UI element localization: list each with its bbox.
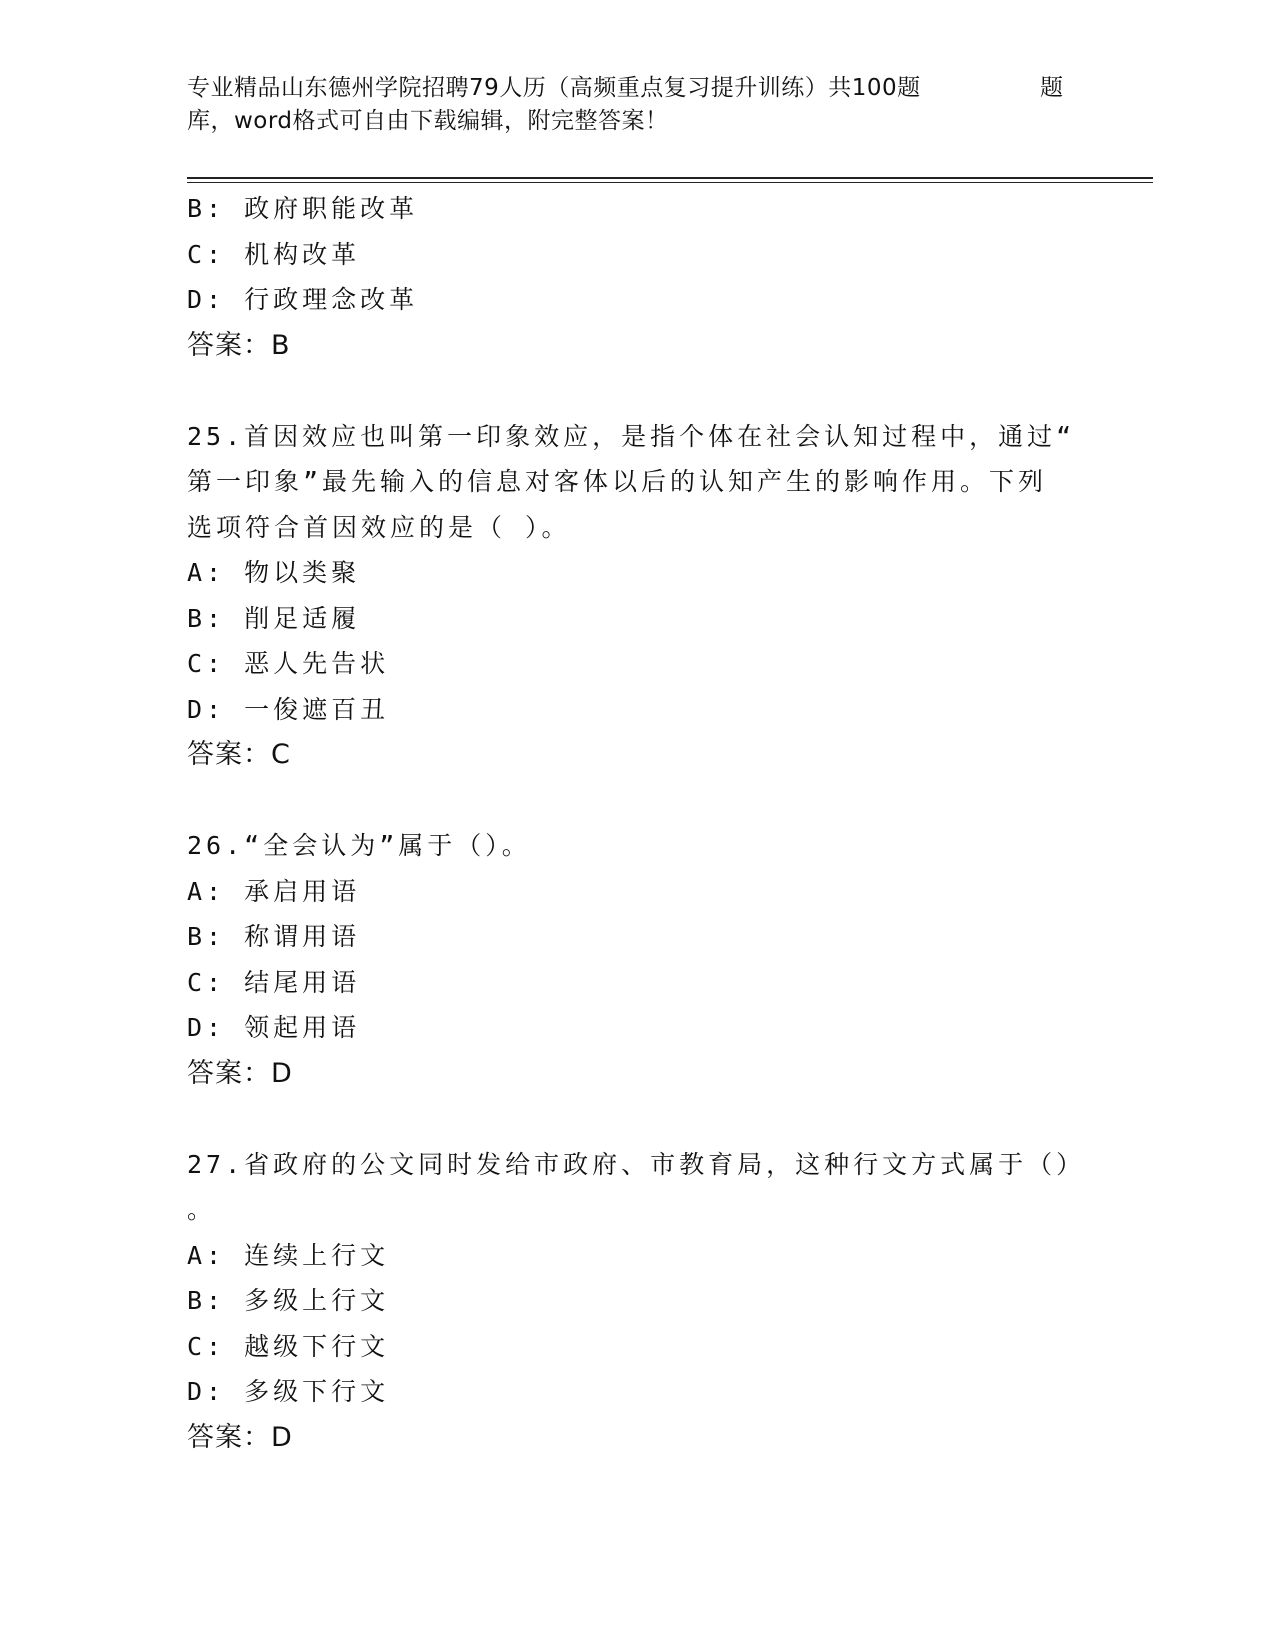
question-spacer	[187, 368, 1087, 414]
question-stem-line: 第一印象”最先输入的信息对客体以后的认知产生的影响作用。下列	[187, 467, 1048, 496]
option-c: C: 恶人先告状	[187, 649, 390, 678]
header-title-tail: 题	[1040, 75, 1063, 101]
option-d: D: 一俊遮百丑	[187, 694, 390, 724]
page-header	[187, 72, 1087, 138]
option-b: B: 削足适履	[187, 603, 361, 633]
question-stem-line: 25.首因效应也叫第一印象效应，是指个体在社会认知过程中，通过“	[187, 421, 1076, 451]
header-divider-thin	[187, 182, 1153, 183]
option-d: D: 领起用语	[187, 1013, 361, 1042]
option-b: B: 政府职能改革	[187, 194, 419, 223]
question-26	[187, 823, 1087, 1096]
question-spacer	[187, 1096, 1087, 1142]
option-c: C: 越级下行文	[187, 1331, 390, 1361]
answer-line: 答案：B	[187, 329, 291, 361]
header-divider-thick	[187, 177, 1153, 179]
option-a: A: 连续上行文	[187, 1240, 390, 1270]
option-d: D: 行政理念改革	[187, 285, 419, 314]
question-25	[187, 414, 1087, 778]
question-stem-line: 26.“全会认为”属于（）。	[187, 831, 531, 860]
question-stem-line: 选项符合首因效应的是（ ）。	[187, 512, 571, 542]
question-24-tail	[187, 186, 1087, 368]
answer-line: 答案：D	[187, 1421, 293, 1453]
question-stem-line: 27.省政府的公文同时发给市政府、市教育局，这种行文方式属于（）	[187, 1149, 1086, 1179]
answer-line: 答案：D	[187, 1057, 293, 1089]
option-c: C: 机构改革	[187, 239, 361, 269]
question-27	[187, 1142, 1087, 1461]
question-content	[187, 186, 1087, 1460]
option-a: A: 物以类聚	[187, 558, 361, 587]
option-b: B: 多级上行文	[187, 1286, 390, 1315]
option-c: C: 结尾用语	[187, 967, 361, 997]
header-title-line-1: 专业精品山东德州学院招聘79人历（高频重点复习提升训练）共100题	[187, 75, 921, 101]
option-d: D: 多级下行文	[187, 1377, 390, 1406]
answer-line: 答案：C	[187, 739, 291, 770]
option-a: A: 承启用语	[187, 876, 361, 906]
header-title-line-2: 库，word格式可自由下载编辑，附完整答案！	[187, 108, 669, 134]
question-stem-line: 。	[187, 1195, 217, 1224]
option-b: B: 称谓用语	[187, 922, 361, 951]
question-spacer	[187, 778, 1087, 824]
